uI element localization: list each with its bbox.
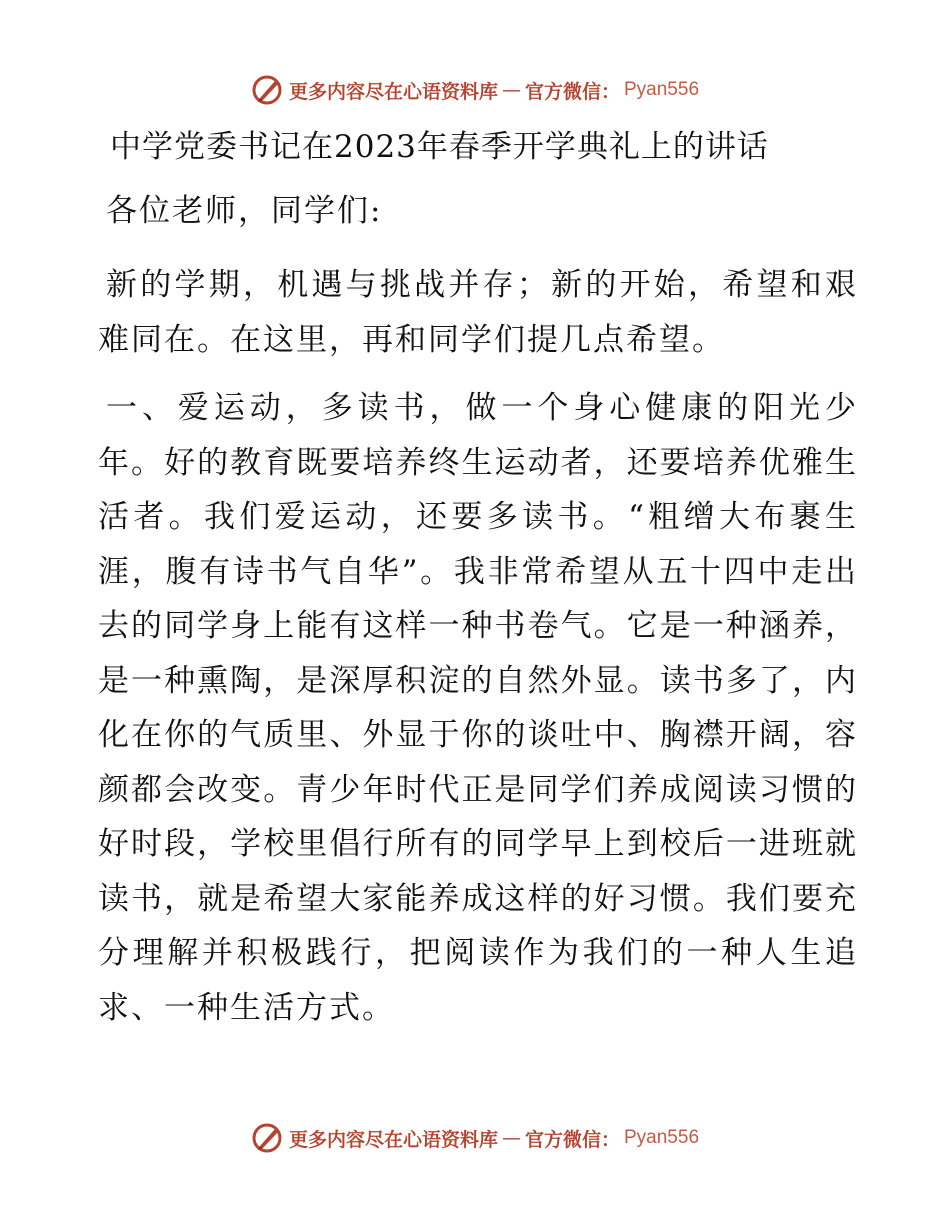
watermark-text: 更多内容尽在心语资料库 — [288, 1128, 498, 1151]
document-title: 中学党委书记在2023年春季开学典礼上的讲话 — [110, 129, 769, 165]
paragraph: 一、爱运动，多读书，做一个身心健康的阳光少年。好的教育既要培养终生运动者，还要培养优雅生活者。我们爱运动，还要多读书。“粗缯大布裹生涯，腹有诗书气自华”。我非常希望从五十四中走出去的同学身上能有这样一种书卷气。它是一种涵养，是一种熏陶，是深厚积淀的自然外显。读书多了，内化在你的气质里、外显于你的谈吐中、胸襟开阔，容颜都会改变。青少年时代正是同学们养成阅读习惯的好时段，学校里倡行所有的同学早上到校后一进班就读书，就是希望大家能养成这样的好习惯。我们要充分理解并积极践行，把阅读作为我们的一种人生追求、一种生活方式。 — [98, 390, 858, 1026]
watermark-text: 更多内容尽在心语资料库 — [288, 80, 498, 103]
watermark-id: Pyan556 — [624, 1127, 700, 1148]
document-body — [98, 122, 858, 1049]
header-watermark — [0, 70, 950, 110]
watermark-contact: 官方微信： — [524, 80, 620, 103]
paragraph: 新的学期，机遇与挑战并存；新的开始，希望和艰难同在。在这里，再和同学们提几点希望。 — [98, 267, 858, 358]
watermark-id: Pyan556 — [624, 79, 700, 100]
pen-logo-icon — [251, 73, 285, 107]
greeting: 各位老师，同学们: — [106, 193, 383, 229]
footer-watermark — [0, 1118, 950, 1158]
watermark-contact: 官方微信： — [524, 1128, 620, 1151]
watermark-separator: — — [501, 79, 521, 101]
pen-logo-icon — [251, 1121, 285, 1155]
watermark-separator: — — [501, 1127, 521, 1149]
